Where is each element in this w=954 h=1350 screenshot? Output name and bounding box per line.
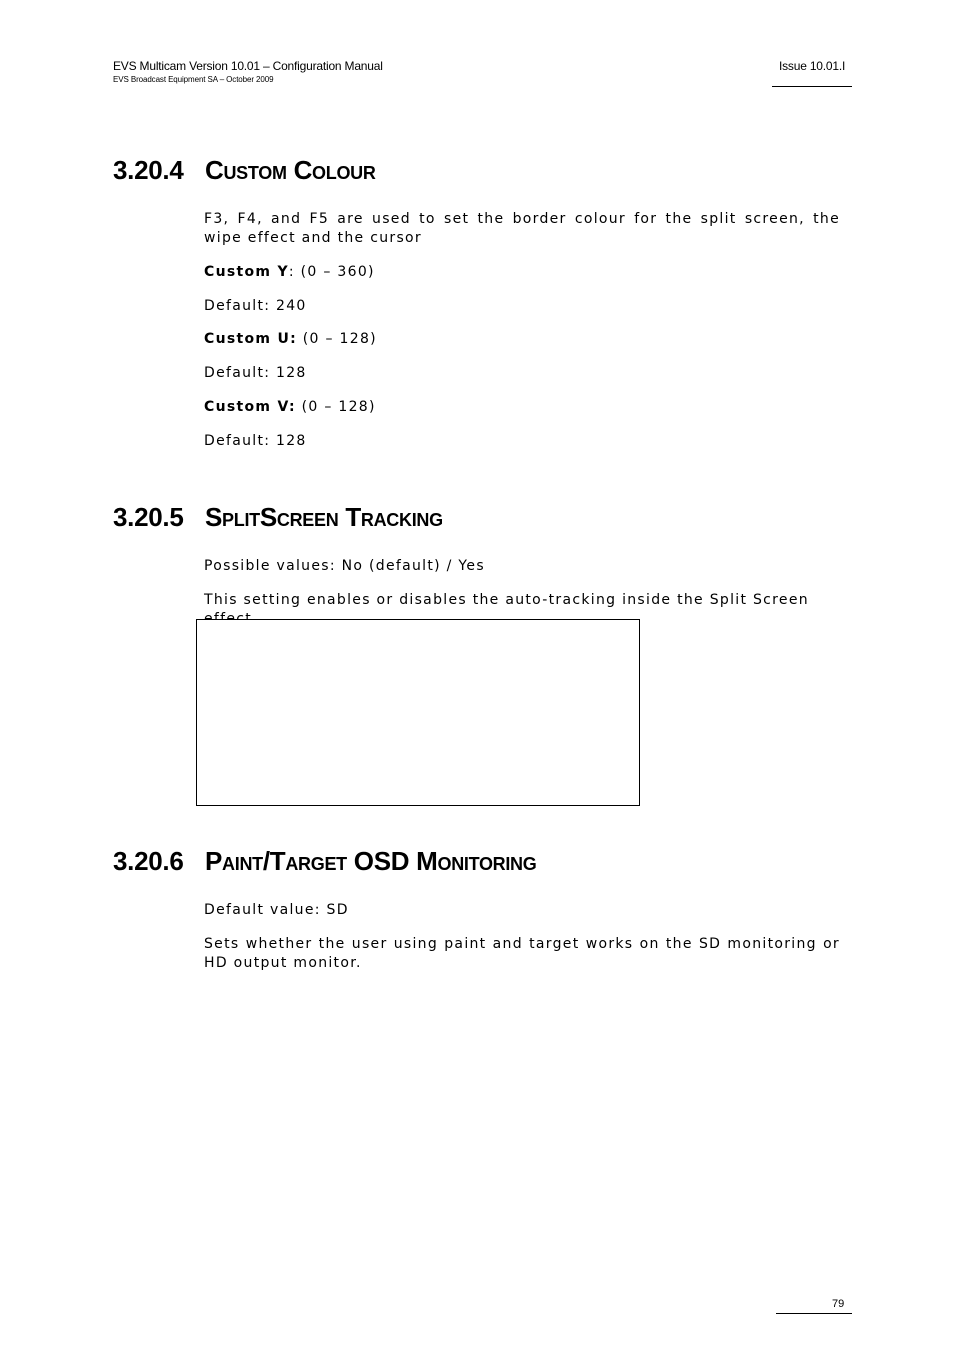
section-number: 3.20.5: [113, 502, 184, 532]
param-range: (0 – 128): [297, 331, 377, 347]
splitscreen-possible-values: Possible values: No (default) / Yes: [204, 558, 485, 574]
section-heading-paint-target-osd: [113, 846, 536, 877]
paint-target-default-value: Default value: SD: [204, 902, 349, 918]
param-custom-u-default: Default: 128: [204, 365, 307, 381]
issue-label: Issue 10.01.I: [779, 59, 846, 73]
custom-colour-intro: F3, F4, and F5 are used to set the border colour for the split screen, the wipe effect and the cursor: [204, 211, 840, 246]
param-custom-y-default: Default: 240: [204, 298, 307, 314]
header-rule: [772, 86, 852, 87]
param-custom-v-default: Default: 128: [204, 433, 307, 449]
param-range: : (0 – 360): [288, 264, 375, 280]
splitscreen-description: This setting enables or disables the auto-tracking inside the Split Screen: [204, 592, 809, 608]
paint-target-description: Sets whether the user using paint and target works on the SD monitoring or HD output monitor.: [204, 936, 840, 971]
param-custom-u: [204, 330, 840, 349]
param-custom-v: [204, 398, 840, 417]
section-heading-custom-colour: [113, 155, 376, 186]
section-number: 3.20.6: [113, 846, 184, 876]
section-number: 3.20.4: [113, 155, 184, 185]
document-title: EVS Multicam Version 10.01 – Configuration Manual: [113, 59, 383, 73]
param-label: Custom V:: [204, 399, 296, 415]
section-heading-splitscreen-tracking: [113, 502, 443, 533]
param-custom-y: [204, 263, 840, 282]
param-range: (0 – 128): [295, 399, 376, 415]
section-title: Paint/Target OSD Monitoring: [205, 846, 537, 876]
param-label: Custom Y: [204, 264, 289, 280]
param-label: Custom U:: [204, 331, 298, 347]
page-number: 79: [832, 1298, 845, 1310]
section-title: SplitScreen Tracking: [205, 502, 443, 532]
section-title: Custom Colour: [205, 155, 376, 185]
document-publisher: EVS Broadcast Equipment SA – October 2009: [113, 75, 274, 84]
figure-placeholder-box: [196, 619, 640, 806]
footer-rule: [776, 1313, 852, 1314]
